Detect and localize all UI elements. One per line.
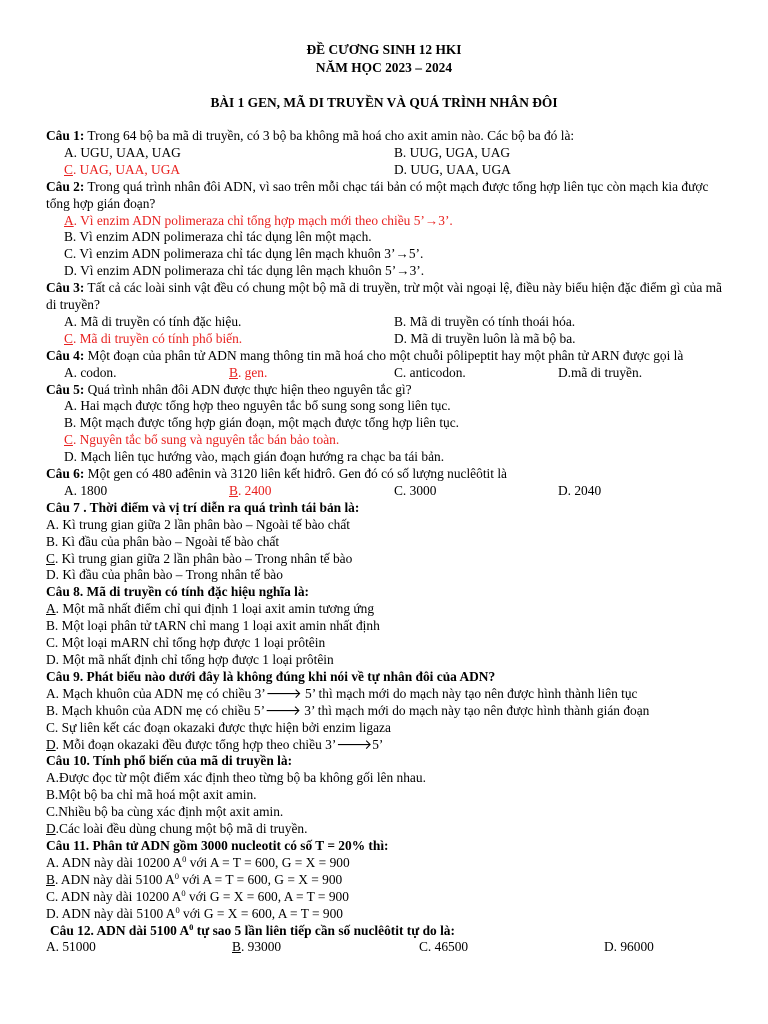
option-c-answer: C. Mã di truyền có tính phổ biến.	[64, 330, 243, 346]
question-text: Quá trình nhân đôi ADN được thực hiện theo nguyên tắc gì?	[84, 381, 412, 397]
option-c: C. Vì enzim ADN polimeraza chỉ tác dụng lên mạch khuôn 3’→5’.	[64, 246, 424, 262]
option-c: C. anticodon.	[394, 364, 466, 380]
question-label: Câu 5:	[46, 381, 85, 397]
question-4-options	[46, 365, 726, 382]
arrow-right-icon: 🡒	[265, 702, 301, 718]
option-a-answer: A. Một mã nhất điểm chỉ qui định 1 loại axit amin tương ứng	[46, 601, 375, 617]
question-text: Trong quá trình nhân đôi ADN, vì sao trên mỗi chạc tái bản có một mạch được tổng hợp liên tục còn mạch kia được tổng hợp gián đoạn?	[46, 178, 709, 211]
question-text: Tất cả các loài sinh vật đều có chung một bộ mã di truyền, trừ một vài ngoại lệ, điều này biểu hiện đặc điểm gì của mã di truyền?	[46, 280, 722, 313]
option-d: D.mã di truyền.	[558, 364, 643, 380]
question-12: Câu 12. ADN dài 5100 $A^0$ tự sao 5 lần liên tiếp cần số nuclêôtit tự do là:	[50, 921, 455, 938]
option-d: D. ADN này dài 5100 $A^0$ với G = X = 600, A = T = 900	[46, 904, 343, 921]
option-c: C. ADN này dài 10200 $A^0$ với G = X = 600, A = T = 900	[46, 887, 349, 904]
option-c: C.Nhiều bộ ba cùng xác định một axit amin.	[46, 804, 284, 820]
option-b: B. Mạch khuôn của ADN mẹ có chiều 5’🡒 3’ thì mạch mới do mạch này tạo nên được hình thành gián đoạn	[46, 702, 650, 718]
question-9: Câu 9. Phát biểu nào dưới đây là không đúng khi nói về tự nhân đôi của ADN?	[46, 668, 496, 684]
question-text: Một đoạn của phân tử ADN mang thông tin mã hoá cho một chuỗi pôlipeptit hay một phân tử ARN được gọi là	[84, 347, 684, 363]
option-d: D. 96000	[604, 939, 654, 955]
option-a: A. Kì trung gian giữa 2 lần phân bào – Ngoài tế bào chất	[46, 516, 351, 532]
question-1	[46, 128, 726, 145]
question-5	[46, 382, 726, 399]
option-a: A. Mạch khuôn của ADN mẹ có chiều 3’🡒 5’ thì mạch mới do mạch này tạo nên được hình thành liên tục	[46, 685, 638, 701]
option-b-answer: B. 2400	[229, 482, 272, 498]
option-d: D. Mạch liên tục hướng vào, mạch gián đoạn hướng ra chạc ba tái bản.	[64, 449, 445, 465]
question-1-options-row1	[46, 145, 726, 162]
question-label: Câu 6:	[46, 466, 85, 482]
option-d: D. UUG, UAA, UGA	[394, 161, 511, 177]
option-a: A. UGU, UAA, UAG	[64, 144, 181, 160]
question-label: Câu 2:	[46, 178, 85, 194]
option-a: A.Được đọc từ một điểm xác định theo từng bộ ba không gối lên nhau.	[46, 770, 426, 786]
option-d: D. Một mã nhất định chỉ tổng hợp được 1 loại prôtêin	[46, 652, 334, 667]
option-b: B. Kì đầu của phân bào – Ngoài tế bào chất	[46, 533, 280, 549]
question-text: Trong 64 bộ ba mã di truyền, có 3 bộ ba không mã hoá cho axit amin nào. Các bộ ba đó là:	[84, 128, 575, 143]
option-a: A. Hai mạch được tổng hợp theo nguyên tắc bổ sung song song liên tục.	[64, 398, 451, 414]
question-1-options-row2	[46, 162, 726, 179]
option-d: D. Kì đầu của phân bào – Trong nhân tế bào	[46, 567, 283, 583]
lesson-title: BÀI 1 GEN, MÃ DI TRUYỀN VÀ QUÁ TRÌNH NHÂN ĐÔI	[210, 95, 558, 110]
question-label: Câu 3:	[46, 280, 85, 296]
option-d: D. 2040	[558, 482, 602, 498]
option-c: C. 3000	[394, 482, 437, 498]
question-8: Câu 8. Mã di truyền có tính đặc hiệu nghĩa là:	[46, 584, 310, 600]
option-b: B. UUG, UGA, UAG	[394, 144, 511, 160]
document-title: ĐỀ CƯƠNG SINH 12 HKI	[306, 42, 462, 57]
option-d: D. Mã di truyền luôn là mã bộ ba.	[394, 330, 576, 346]
option-b: B. Vì enzim ADN polimeraza chỉ tác dụng lên một mạch.	[64, 229, 372, 245]
question-6	[46, 466, 726, 483]
option-c-answer: C. Kì trung gian giữa 2 lần phân bào – Trong nhân tế bào	[46, 550, 353, 566]
option-a: A. codon.	[64, 364, 117, 380]
option-a: A. Mã di truyền có tính đặc hiệu.	[64, 313, 242, 329]
question-label: Câu 4:	[46, 347, 85, 363]
option-b: B. Mã di truyền có tính thoái hóa.	[394, 313, 576, 329]
option-b: B. Một mạch được tổng hợp gián đoạn, một mạch được tổng hợp liên tục.	[64, 415, 460, 431]
option-a: A. 1800	[64, 482, 108, 498]
option-a: A. 51000	[46, 939, 96, 955]
option-b-answer: B. gen.	[229, 364, 268, 380]
question-3-options-row2	[46, 331, 726, 348]
option-a-answer: A. Vì enzim ADN polimeraza chỉ tổng hợp mạch mới theo chiều 5’→3’.	[64, 212, 453, 228]
question-label: Câu 1:	[46, 128, 85, 143]
option-b-answer: B. ADN này dài 5100 $A^0$ với A = T = 600, G = X = 900	[46, 870, 343, 887]
option-d-answer: D. Mỗi đoạn okazaki đều được tổng hợp theo chiều 3’🡒5’	[46, 736, 384, 752]
question-2	[46, 179, 726, 213]
option-c: C. 46500	[419, 939, 469, 955]
option-a: A. ADN này dài 10200 $A^0$ với A = T = 600, G = X = 900	[46, 853, 350, 870]
arrow-right-icon: 🡒	[265, 685, 302, 701]
question-7: Câu 7 . Thời điểm và vị trí diễn ra quá trình tái bản là:	[46, 499, 360, 515]
question-4	[46, 348, 726, 365]
arrow-right-icon: 🡒	[336, 736, 373, 752]
option-d-answer: D.Các loài đều dùng chung một bộ mã di truyền.	[46, 821, 308, 837]
question-3	[46, 280, 726, 314]
option-c-answer: C. UAG, UAA, UGA	[64, 161, 181, 177]
option-c: C. Một loại mARN chỉ tổng hợp được 1 loại prôtêin	[46, 635, 326, 651]
option-b-answer: B. 93000	[232, 939, 282, 955]
option-c-answer: C. Nguyên tắc bổ sung và nguyên tắc bán bảo toàn.	[64, 432, 340, 448]
option-d: D. Vì enzim ADN polimeraza chỉ tác dụng lên mạch khuôn 5’→3’.	[64, 263, 425, 279]
option-c: C. Sự liên kết các đoạn okazaki được thực hiện bởi enzim ligaza	[46, 719, 391, 735]
question-10: Câu 10. Tính phổ biến của mã di truyền là:	[46, 753, 293, 769]
option-b: B.Một bộ ba chỉ mã hoá một axit amin.	[46, 787, 257, 803]
question-11: Câu 11. Phân tử ADN gồm 3000 nucleotit có số T = 20% thì:	[46, 837, 389, 853]
option-b: B. Một loại phân tử tARN chỉ mang 1 loại axit amin nhất định	[46, 618, 380, 634]
question-text: Một gen có 480 ađênin và 3120 liên kết hiđrô. Gen đó có số lượng nuclêôtit là	[84, 466, 507, 482]
question-3-options-row1	[46, 314, 726, 331]
question-6-options	[46, 483, 726, 500]
question-list	[46, 128, 726, 956]
school-year: NĂM HỌC 2023 – 2024	[315, 60, 453, 75]
question-12-options	[46, 939, 726, 956]
